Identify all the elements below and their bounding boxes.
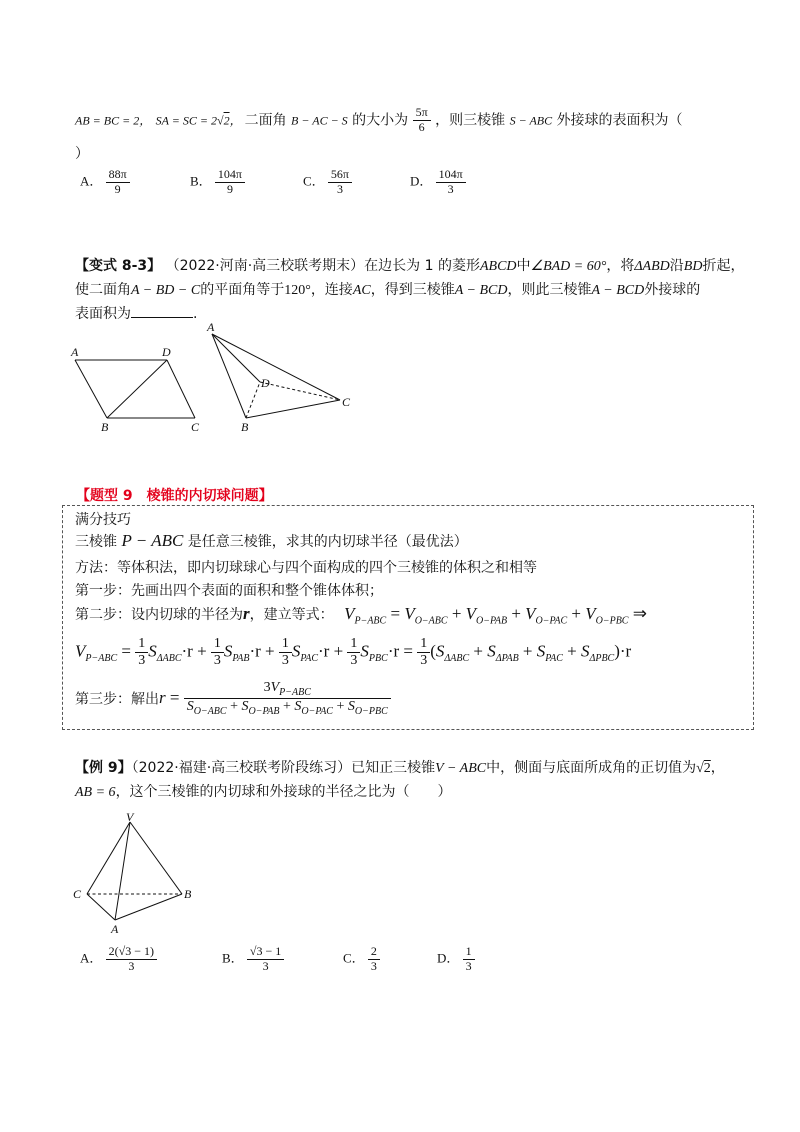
option-label: D． [410,173,433,189]
tips-text: ，建立等式： [249,607,334,623]
variant-line2 [75,279,700,299]
option-num: 2(√3 − 1) [106,945,157,960]
option-fraction [247,945,284,974]
tips-method: 方法：等体积法，即内切球球心与四个面构成的四个三棱锥的体积之和相等 [75,560,537,576]
prev-text4: 外接球的表面积为（ [556,112,683,129]
label-b: B [241,420,249,434]
variant-text: ，则此三棱锥 [507,282,592,298]
prev-option-d[interactable] [410,168,466,197]
edge-ad [212,334,260,382]
section-title: 【题型 9 棱锥的内切球问题】 [76,488,273,504]
variant-text: ，连接 [310,282,353,298]
label-v: V [126,812,134,824]
label-c: C [342,395,351,409]
option-fraction [106,945,157,974]
option-num: √3 − 1 [247,945,284,960]
example-text: 中，侧面与底面所成角的正切值为 [486,760,697,776]
option-label: C． [303,173,325,189]
option-fraction [368,945,380,974]
prev-option-b[interactable] [190,168,245,197]
cond-ab-bc: AB = BC = 2， [75,113,152,128]
option-den: 3 [447,181,454,196]
option-den: 3 [336,181,343,196]
edge-bc [246,400,340,418]
variant-period: . [193,306,198,322]
variant-fold: ，将 [606,258,635,274]
tips-line2 [75,531,468,551]
edge-vb [130,822,182,894]
cond-sa-sc-radicand: 2 [223,113,230,128]
option-num: 56π [328,168,352,183]
prev-close-paren: ） [75,146,89,162]
variant-tag: 【变式 8-3】 [75,258,162,274]
angle-den: 6 [418,119,425,134]
option-den: 3 [465,958,472,973]
option-fraction [106,168,130,197]
pyramid-vabc: V − ABC [435,761,487,776]
answer-blank[interactable] [131,305,193,318]
sqrt-2-radicand: 2 [703,761,711,776]
variant-along: 沿 [669,258,684,274]
pyramid-abcd-2: A − BCD [591,283,645,298]
variant-text: 表面积为 [75,306,131,322]
edge-ac [212,334,340,400]
edge-vc [87,822,130,894]
label-c: C [191,420,200,434]
segment-ac: AC [352,283,371,298]
option-den: 3 [370,958,377,973]
pyramid-abcd: A − BCD [454,283,508,298]
option-den: 9 [114,181,121,196]
option-label: D． [437,950,460,966]
tips-radius-var: r [243,604,250,623]
angle-120: 120° [284,283,311,298]
tips-text: 三棱锥 [75,534,117,550]
equation-volumes: $V_{P-ABC} = V_{O-ABC} + V_{O-PAB} + V_{O-PAC} + V_{O-PBC}$ ⇒ [344,604,647,627]
cond-sa-sc-text: SA = SC = 2 [155,113,217,128]
tips-text: 是任意三棱锥，求其的内切球半径（最优法） [187,534,468,550]
prev-text1: 二面角 [244,112,287,129]
variant-line1 [75,255,744,275]
option-label: B． [190,173,212,189]
equation-inradius-volume: $V_{P-ABC}$ = $\frac{1}{3}$ $S_{\Delta ABC}\cdot r$ + $\frac{1}{3}$ $S_{PAB}\cdot r$ + $\frac{1}{3}$ $S_{PAC}\cdot r$ + $\frac{1}{3}$ $S_{PBC}\cdot r$ = $\frac{1}{3}$ $(S_{\Delta ABC} + S_{\Delta PAB} + S_{PAC} + S_{\Delta PBC})\cdot r$ [75,636,632,669]
diagonal-bd [107,360,167,418]
cond-sa-sc: SA = SC = 2√2， [155,113,242,128]
prev-question-line1 [75,106,683,135]
label-c: C [73,887,82,901]
variant-text: ，得到三棱锥 [370,282,455,298]
example-line2 [75,781,452,801]
variant-source: （2022·河南·高三校联考期末）在边长为 1 的菱形 [165,258,480,274]
option-label: B． [222,950,244,966]
variant-line3 [75,303,197,323]
variant-text: 外接球的 [644,282,701,298]
example-source: （2022·福建·高三校联考阶段练习）已知正三棱锥 [131,760,436,776]
tips-heading: 满分技巧 [75,512,131,528]
variant-text: 的平面角等于 [200,282,285,298]
label-d: D [162,345,171,359]
option-fraction [215,168,245,197]
angle-fraction [413,106,431,135]
option-num: 1 [463,945,475,960]
tips-text: 第二步：设内切球的半径为 [75,607,243,623]
rhombus-name: ABCD [479,259,517,274]
option-num: 2 [368,945,380,960]
option-den: 3 [262,958,269,973]
example-line1 [75,757,725,777]
edge-bd [246,382,260,418]
folded-pyramid-figure [200,320,360,435]
example-comma: ， [710,760,725,776]
edge-ab [212,334,246,418]
ab-length: AB = 6 [75,785,116,800]
option-label: C． [343,950,365,966]
dihedral-abdc: A − BD − C [131,283,201,298]
edge-ca [87,894,115,920]
regular-pyramid-figure [65,812,195,937]
label-d: D [261,376,270,390]
tips-step3 [75,680,391,718]
triangle-abd: ΔABD [634,259,670,274]
segment-bd: BD [683,259,703,274]
variant-fold2: 折起， [702,258,745,274]
example-option-b[interactable] [222,945,284,974]
label-a: A [111,922,119,936]
edge-ab [75,360,107,418]
example-option-a[interactable] [80,945,157,974]
angle-bad: ∠BAD = 60° [530,259,607,274]
label-a: A [207,320,215,334]
prev-text3: ，则三棱锥 [435,112,506,129]
option-label: A． [80,950,103,966]
edge-ab [115,894,182,920]
label-b: B [101,420,109,434]
pyramid-name: S − ABC [509,113,553,128]
option-den: 9 [226,181,233,196]
rhombus-figure [65,340,215,435]
equation-radius: r = $\frac{3V_{P-ABC}}{S_{O-ABC} + S_{O-PAB} + S_{O-PAC} + S_{O-PBC}}$ [159,688,391,707]
prev-text2: 的大小为 [352,112,409,129]
option-label: A． [80,173,103,189]
example-option-c[interactable] [343,945,380,974]
edge-va [115,822,130,920]
variant-in: 中 [516,258,531,274]
prev-option-c[interactable] [303,168,352,197]
option-fraction [436,168,466,197]
tips-pyramid: P − ABC [121,531,184,550]
cond-sa-sc-comma: ， [229,113,242,128]
variant-text: 使二面角 [75,282,131,298]
tips-step1: 第一步：先画出四个表面的面积和整个锥体体积； [75,583,383,599]
angle-num: 5π [413,106,431,121]
example-text: ，这个三棱锥的内切球和外接球的半径之比为（ ） [115,784,452,800]
dihedral-name: B − AC − S [291,113,348,128]
option-num: 88π [106,168,130,183]
option-fraction [328,168,352,197]
option-den: 3 [128,958,135,973]
option-fraction [463,945,475,974]
tips-step2 [75,604,647,626]
option-num: 104π [215,168,245,183]
edge-dc [260,382,340,400]
label-b: B [184,887,192,901]
tips-text: 第三步：解出 [75,691,159,708]
example-option-d[interactable] [437,945,475,974]
option-num: 104π [436,168,466,183]
edge-dc [167,360,195,418]
label-a: A [71,345,79,359]
example-tag: 【例 9】 [75,760,132,776]
prev-option-a[interactable] [80,168,130,197]
sqrt-2: √2 [696,761,711,776]
